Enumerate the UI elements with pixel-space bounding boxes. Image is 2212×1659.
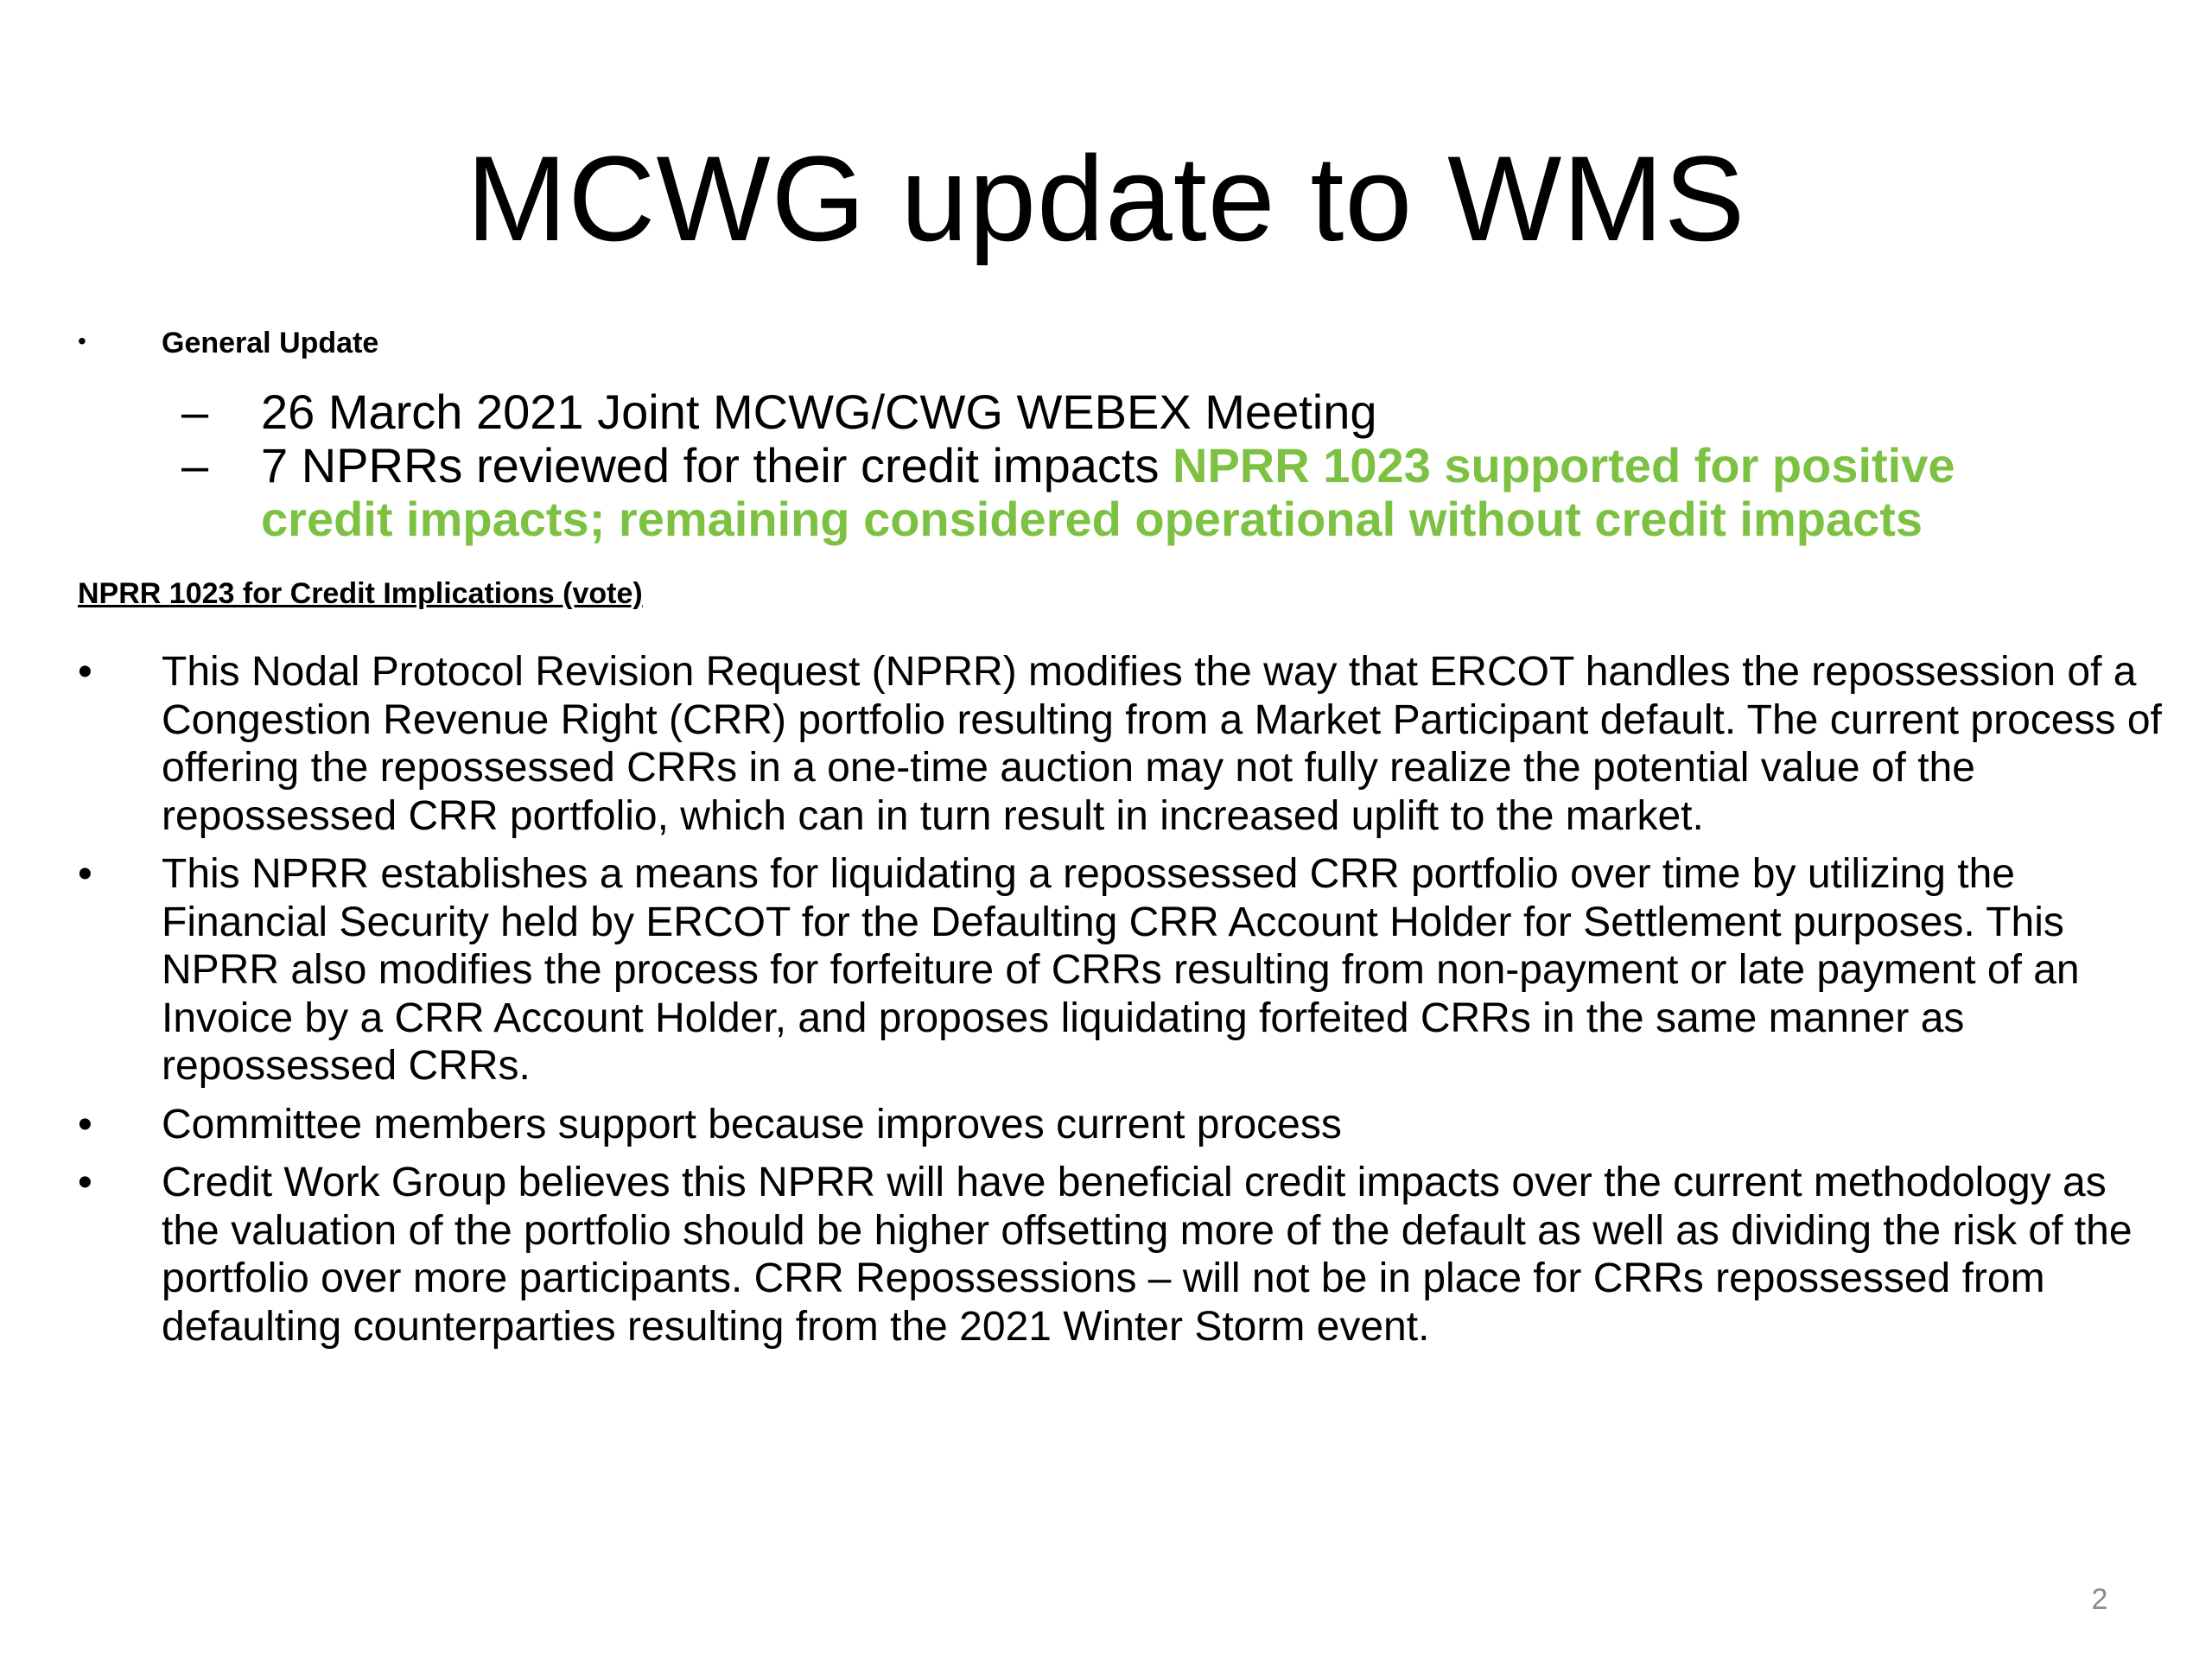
list-item [78, 1159, 2169, 1351]
slide-title: MCWG update to WMS [466, 130, 1746, 266]
general-update-list [181, 385, 2082, 546]
list-item-text: 7 NPRRs reviewed for their credit impacts [261, 438, 1173, 493]
nprr-points-list [78, 648, 2169, 1361]
list-item-text: 26 March 2021 Joint MCWG/CWG WEBEX Meeting [261, 385, 1377, 439]
bullet-dot: • [78, 1160, 92, 1205]
list-item-text: Committee members support because improves current process [162, 1101, 1342, 1147]
highlighted-text: NPRR 1023 supported for positive credit impacts; remaining considered operational without credit impacts [261, 438, 1955, 546]
bullet-dot: • [78, 851, 92, 897]
list-item [78, 1101, 2169, 1149]
list-item [78, 648, 2169, 840]
list-item-text: Credit Work Group believes this NPRR will have beneficial credit impacts over the current methodology as the valuation of the portfolio should be higher offsetting more of the default as well as dividing the risk of the portfolio over more participants. CRR Repossessions – will not be in place for CRRs repossessed from defaulting counterparties resulting from the 2021 Winter Storm event. [162, 1160, 2133, 1350]
dash-marker: – [181, 385, 209, 439]
list-item-text: This NPRR establishes a means for liquidating a repossessed CRR portfolio over time by utilizing the Financial Security held by ERCOT for the Defaulting CRR Account Holder for Settlement purposes. This NPRR also modifies the process for forfeiture of CRRs resulting from non-payment or late payment of an Invoice by a CRR Account Holder, and proposes liquidating forfeited CRRs in the same manner as repossessed CRRs. [162, 851, 2080, 1089]
list-item [78, 850, 2169, 1090]
list-item-text: This Nodal Protocol Revision Request (NPRR) modifies the way that ERCOT handles the repossession of a Congestion Revenue Right (CRR) portfolio resulting from a Market Participant default. The current process of offering the repossessed CRRs in a one-time auction may not fully realize the potential value of the repossessed CRR portfolio, which can in turn result in increased uplift to the market. [162, 649, 2162, 839]
general-update-label: General Update [162, 327, 379, 359]
list-item [181, 439, 2082, 546]
section-heading: NPRR 1023 for Credit Implications (vote) [78, 577, 643, 610]
page-number: 2 [2091, 1583, 2108, 1616]
bullet-dot: • [78, 649, 92, 695]
bullet-dot: • [78, 1101, 92, 1147]
bullet-dot: • [78, 327, 86, 354]
dash-marker: – [181, 438, 209, 493]
list-item [181, 385, 2082, 439]
